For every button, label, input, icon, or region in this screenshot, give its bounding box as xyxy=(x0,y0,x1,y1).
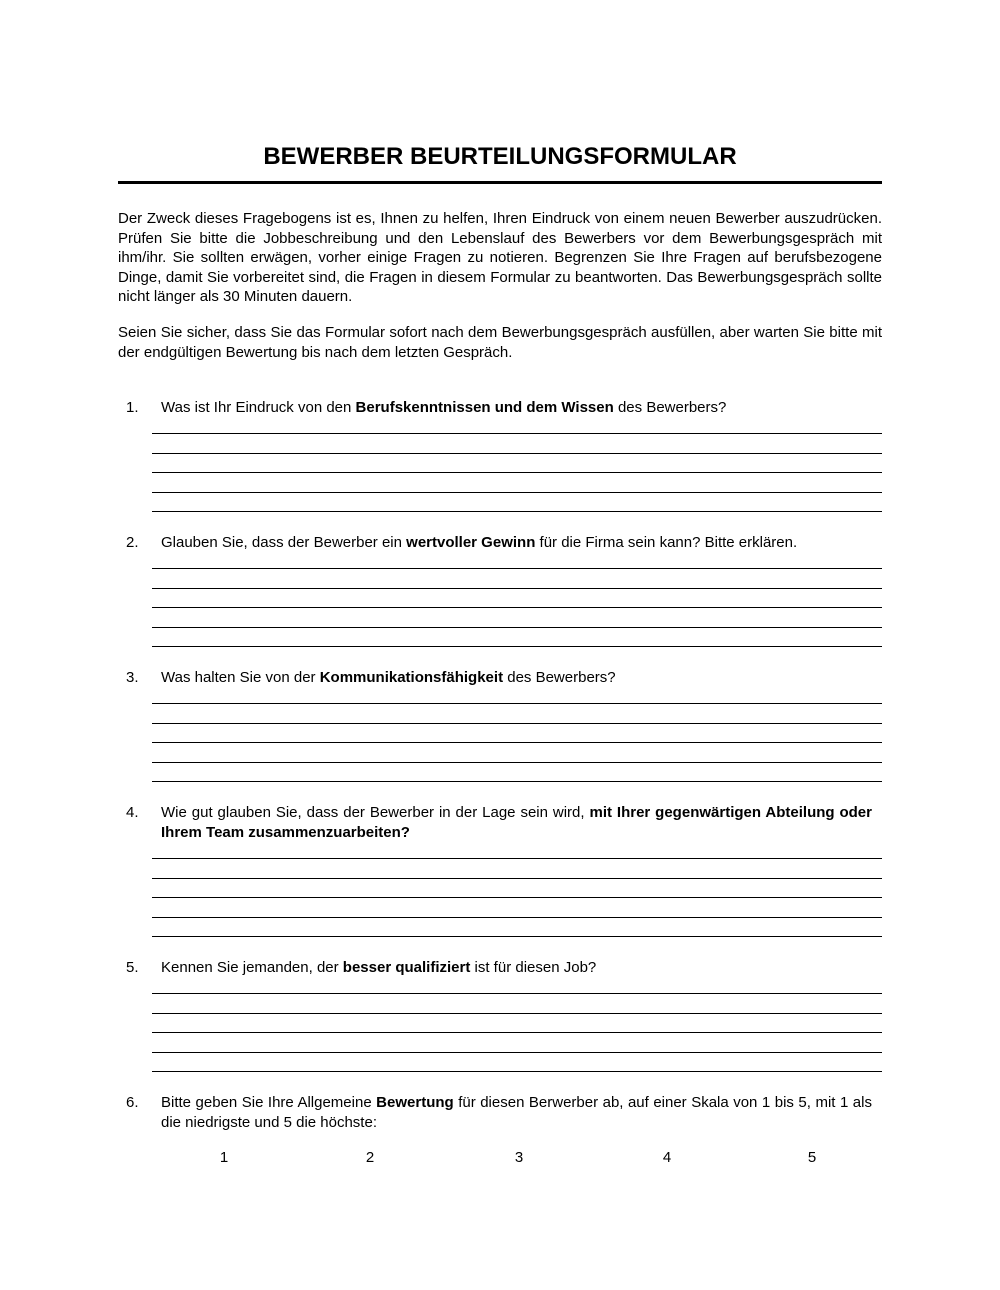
answer-line[interactable] xyxy=(152,433,882,434)
answer-line[interactable] xyxy=(152,858,882,859)
answer-line[interactable] xyxy=(152,472,882,473)
answer-line[interactable] xyxy=(152,607,882,608)
question-text: Wie gut glauben Sie, dass der Bewerber in der Lage sein wird, mit Ihrer gegenwärtigen Abteilung oder Ihrem Team zusammenzuarbeiten? xyxy=(161,804,872,841)
answer-line[interactable] xyxy=(152,917,882,918)
rating-option-5[interactable]: 5 xyxy=(807,1149,817,1166)
answer-line[interactable] xyxy=(152,878,882,879)
question-number: 1. xyxy=(126,399,139,416)
answer-line[interactable] xyxy=(152,568,882,569)
question-text: Kennen Sie jemanden, der besser qualifiziert ist für diesen Job? xyxy=(161,959,597,976)
question-text: Was ist Ihr Eindruck von den Berufskenntnissen und dem Wissen des Bewerbers? xyxy=(161,399,727,416)
form-title: BEWERBER BEURTEILUNGSFORMULAR xyxy=(263,143,737,170)
question-number: 3. xyxy=(126,669,139,686)
question-text: Bitte geben Sie Ihre Allgemeine Bewertung für diesen Berwerber ab, auf einer Skala von 1 bis 5, mit 1 als die niedrigste und 5 die höchste: xyxy=(161,1094,872,1131)
answer-line[interactable] xyxy=(152,1071,882,1072)
question-number: 5. xyxy=(126,959,139,976)
answer-line[interactable] xyxy=(152,762,882,763)
question-number: 2. xyxy=(126,534,139,551)
answer-line[interactable] xyxy=(152,646,882,647)
rating-option-1[interactable]: 1 xyxy=(219,1149,229,1166)
answer-line[interactable] xyxy=(152,1013,882,1014)
question-text: Glauben Sie, dass der Bewerber ein wertvoller Gewinn für die Firma sein kann? Bitte erklären. xyxy=(161,534,798,551)
answer-line[interactable] xyxy=(152,492,882,493)
title-rule xyxy=(118,181,882,184)
question-text: Was halten Sie von der Kommunikationsfähigkeit des Bewerbers? xyxy=(161,669,616,686)
answer-line[interactable] xyxy=(152,993,882,994)
answer-line[interactable] xyxy=(152,936,882,937)
answer-line[interactable] xyxy=(152,781,882,782)
rating-option-4[interactable]: 4 xyxy=(662,1149,672,1166)
answer-line[interactable] xyxy=(152,703,882,704)
intro-paragraph-1: Der Zweck dieses Fragebogens ist es, Ihnen zu helfen, Ihren Eindruck von einem neuen Bewerber auszudrücken. Prüfen Sie bitte die Jobbeschreibung und den Lebenslauf des Bewerbers vor dem Bewerbungsgespräch mit ihm/ihr. Sie sollten erwägen, vorher einige Fragen zu notieren. Begrenzen Sie Ihre Fragen auf berufsbezogene Dinge, damit Sie vorbereitet sind, die Fragen in diesem Formular zu beantworten. Das Bewerbungsgespräch sollte nicht länger als 30 Minuten dauern. xyxy=(118,210,882,305)
answer-line[interactable] xyxy=(152,453,882,454)
answer-line[interactable] xyxy=(152,1052,882,1053)
answer-line[interactable] xyxy=(152,1032,882,1033)
question-number: 6. xyxy=(126,1094,139,1111)
answer-line[interactable] xyxy=(152,588,882,589)
question-number: 4. xyxy=(126,804,139,821)
rating-option-3[interactable]: 3 xyxy=(514,1149,524,1166)
answer-line[interactable] xyxy=(152,723,882,724)
rating-option-2[interactable]: 2 xyxy=(365,1149,375,1166)
intro-paragraph-2: Seien Sie sicher, dass Sie das Formular sofort nach dem Bewerbungsgespräch ausfüllen, aber warten Sie bitte mit der endgültigen Bewertung bis nach dem letzten Gespräch. xyxy=(118,324,882,361)
answer-line[interactable] xyxy=(152,897,882,898)
answer-line[interactable] xyxy=(152,511,882,512)
answer-line[interactable] xyxy=(152,627,882,628)
answer-line[interactable] xyxy=(152,742,882,743)
